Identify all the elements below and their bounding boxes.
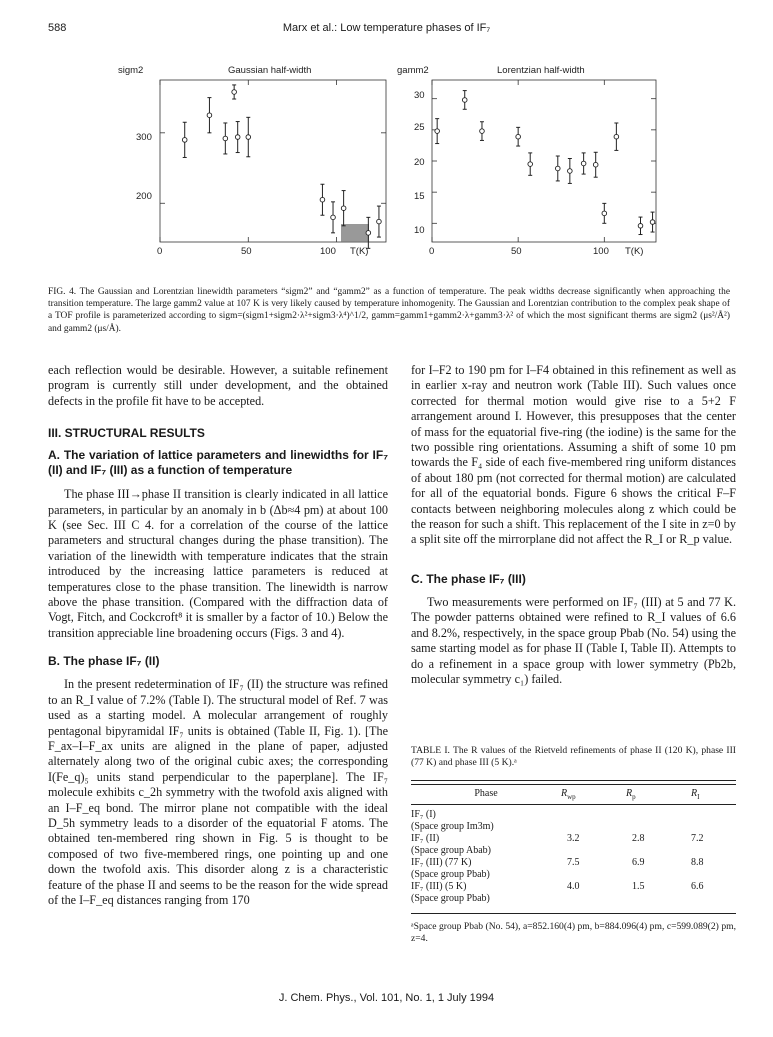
table-1-footnote: ᵃSpace group Pbab (No. 54), a=852.160(4) pm, b=884.096(4) pm, c=599.089(2) pm, z=4. bbox=[411, 920, 736, 945]
row-ri: 6.6 bbox=[691, 880, 704, 892]
data-point bbox=[435, 129, 440, 134]
data-point bbox=[614, 134, 619, 139]
data-point bbox=[223, 136, 228, 141]
data-point bbox=[232, 90, 237, 95]
row-phase: IF₇ (I) bbox=[411, 808, 436, 820]
row-rp: 6.9 bbox=[632, 856, 645, 868]
table-row bbox=[411, 857, 736, 881]
left-shaded-box bbox=[341, 224, 369, 242]
table-header-row bbox=[411, 788, 736, 805]
right-ytick-25: 25 bbox=[414, 122, 425, 133]
right-xtick-50: 50 bbox=[511, 246, 522, 257]
right-y-label: gamm2 bbox=[397, 65, 429, 76]
left-ytick-200: 200 bbox=[136, 191, 152, 202]
right-ytick-10: 10 bbox=[414, 225, 425, 236]
row-group: (Space group Pbab) bbox=[411, 868, 490, 880]
data-point bbox=[528, 162, 533, 167]
data-point bbox=[593, 162, 598, 167]
row-rp bbox=[626, 809, 691, 833]
right-frame bbox=[432, 80, 656, 242]
table-row bbox=[411, 809, 736, 833]
data-point bbox=[555, 166, 560, 171]
right-column bbox=[411, 363, 736, 687]
th-phase: Phase bbox=[474, 787, 498, 799]
table-top-rule bbox=[411, 780, 736, 785]
left-xtick-100: 100 bbox=[320, 246, 336, 257]
row-group: (Space group Im3m) bbox=[411, 820, 494, 832]
left-panel-title: Gaussian half-width bbox=[228, 65, 312, 76]
data-point bbox=[462, 98, 467, 103]
row-ri bbox=[691, 809, 736, 833]
data-point bbox=[377, 219, 382, 224]
table-row bbox=[411, 833, 736, 857]
right-xtick-100: 100 bbox=[593, 246, 609, 257]
th-rwp: $R_{wp}$ bbox=[561, 787, 576, 801]
right-axes bbox=[432, 80, 656, 242]
data-point bbox=[581, 161, 586, 166]
right-points bbox=[435, 91, 655, 235]
row-phase: IF₇ (II) bbox=[411, 832, 440, 844]
row-group: (Space group Abab) bbox=[411, 844, 491, 856]
data-point bbox=[331, 215, 336, 220]
data-point bbox=[235, 135, 240, 140]
row-phase: IF₇ (III) (5 K) bbox=[411, 880, 467, 892]
data-point bbox=[320, 197, 325, 202]
right-panel-title: Lorentzian half-width bbox=[497, 65, 585, 76]
page-number: 588 bbox=[48, 22, 67, 34]
data-point bbox=[650, 220, 655, 225]
left-ytick-300: 300 bbox=[136, 132, 152, 143]
table-row bbox=[411, 881, 736, 909]
right-xtick-0: 0 bbox=[429, 246, 435, 257]
data-point bbox=[207, 113, 212, 118]
row-rwp: 4.0 bbox=[567, 880, 580, 892]
table-1 bbox=[411, 745, 736, 946]
row-phase: IF₇ (III) (77 K) bbox=[411, 856, 472, 868]
left-x-label: T(K) bbox=[350, 246, 369, 257]
left-points bbox=[182, 85, 381, 248]
left-paragraph-1: each reflection would be desirable. However, a suitable refinement program is currently still under development, and the obtained defects in the profile fit have to be accepted. bbox=[48, 363, 388, 408]
th-ri: $R_I$ bbox=[691, 787, 700, 801]
row-ri: 8.8 bbox=[691, 856, 704, 868]
left-xtick-0: 0 bbox=[157, 246, 163, 257]
left-paragraph-2: The phase III→phase II transition is clearly indicated in all lattice parameters, in particular by an anomaly in b (Δb≈4 pm) at about 100 K (see Sec. III C 4. for a correlation of the course of the lattice parameters and structural changes during the phase transition). The variation of the linewidth with temperature indicates that the strain introduced by the increasing lattice parameters is reduced at temperatures close to the phase transition. The linewidth is narrow above the phase transition. (Compared with the diffraction data of Vogt, Fitch, and Cockcroft⁸ it is smaller by a factor of 10.) Below the transition appreciable line broadening occurs (Figs. 3 and 4). bbox=[48, 487, 388, 640]
row-rp: 2.8 bbox=[632, 832, 645, 844]
subsection-c-heading: C. The phase IF₇ (III) bbox=[411, 571, 526, 586]
data-point bbox=[182, 138, 187, 143]
right-ytick-20: 20 bbox=[414, 157, 425, 168]
table-1-grid bbox=[411, 788, 736, 909]
figure-4 bbox=[0, 58, 773, 264]
th-rp: $R_p$ bbox=[626, 787, 636, 801]
data-point bbox=[341, 206, 346, 211]
row-group: (Space group Pbab) bbox=[411, 892, 490, 904]
left-panel bbox=[118, 65, 386, 257]
data-point bbox=[568, 169, 573, 174]
data-point bbox=[246, 135, 251, 140]
subsection-b-heading: B. The phase IF₇ (II) bbox=[48, 654, 160, 669]
section-heading: III. STRUCTURAL RESULTS bbox=[48, 426, 205, 441]
left-frame bbox=[160, 80, 386, 242]
row-rwp: 7.5 bbox=[567, 856, 580, 868]
right-paragraph-2: Two measurements were performed on IF₇ (III) at 5 and 77 K. The powder patterns obtained were refined to R_I values of 6.6 and 8.2%, respectively, in the space group Pbab (No. 54) using the same starting model as for phase II (Table I, Table II). Attempts to do a refinement in a space group with lower symmetry (Pb2b, molecular symmetry c₁) failed. bbox=[411, 594, 736, 686]
figure-caption: FIG. 4. The Gaussian and Lorentzian linewidth parameters “sigm2” and “gamm2” as a function of temperature. The peak widths decrease significantly when approaching the transition temperature. The large gamm2 value at 107 K is very likely caused by temperature inhomogenity. The Gaussian and Lorentzian contribution to the complex peak shape of a TOF profile is parameterized according to sigm=(sigm1+sigm2·λ²+sigm3·λ⁴)^1/2, gamm=gamm1+gamm2·λ+gamm3·λ² of which the most significant therms are sigm2 (μs²/Å²) and gamm2 (μs/Å). bbox=[48, 287, 730, 334]
row-ri: 7.2 bbox=[691, 832, 704, 844]
left-axes bbox=[160, 80, 386, 242]
row-rwp bbox=[561, 809, 626, 833]
running-title: Marx et al.: Low temperature phases of IF₇ bbox=[282, 22, 491, 34]
row-rp: 1.5 bbox=[632, 880, 645, 892]
right-paragraph-1: for I–F2 to 190 pm for I–F4 obtained in this refinement as well as in earlier x-ray and neutron work (Table III). Such values once corrected for thermal motion would give rise to a 5+2 F arrangement around I. However, this presupposes that the center of mass for the equatorial five-ring (the iodine) is the same for the two possible ring orientations. Assuming a shift of some 10 pm towards the F₄ side of each five-membered ring uniform distances of about 180 pm (not corrected for thermal motion) are calculated for all of the equatorial bonds. Figure 6 shows the critical F–F contacts between neighboring molecules along z which could be the reason for such a shift. This replacement of the I site in z=0 by a split site off the mirrorplane did not affect the R_I or R_p value. bbox=[411, 363, 736, 547]
data-point bbox=[366, 231, 371, 236]
left-column bbox=[48, 363, 388, 908]
right-ytick-30: 30 bbox=[414, 90, 425, 101]
data-point bbox=[602, 211, 607, 216]
data-point bbox=[516, 134, 521, 139]
table-bottom-rule bbox=[411, 913, 736, 914]
right-x-label: T(K) bbox=[625, 246, 644, 257]
right-panel bbox=[397, 65, 656, 257]
row-rwp: 3.2 bbox=[567, 832, 580, 844]
data-point bbox=[480, 129, 485, 134]
table-1-caption: TABLE I. The R values of the Rietveld refinements of phase II (120 K), phase III (77 K) and phase III (5 K).ᵃ bbox=[411, 745, 736, 769]
right-ytick-15: 15 bbox=[414, 191, 425, 202]
subsection-a-heading: A. The variation of lattice parameters and linewidths for IF₇ (II) and IF₇ (III) as a function of temperature bbox=[48, 448, 388, 478]
data-point bbox=[638, 224, 643, 229]
left-y-label: sigm2 bbox=[118, 65, 144, 76]
journal-footer: J. Chem. Phys., Vol. 101, No. 1, 1 July 1994 bbox=[278, 992, 495, 1004]
left-paragraph-3: In the present redetermination of IF₇ (II) the structure was refined to an R_I value of 7.2% (Table I). The structural model of Ref. 7 was used as a starting model. A molecular arrangement of roughly pentagonal bipyramidal IF₇ units is obtained (Table II, Fig. 1). [The F_ax–I–F_ax units are aligned in the plane of paper, adjusted alternately along two of the original cubic axes; the corresponding I(Fe_q)₅ units stand perpendicular to the paperplane]. The IF₇ molecule exhibits c_2h symmetry with the twofold axis aligned with an I–F_eq bond. The mirror plane not compatible with the ideal D_5h symmetry leads to a disorder of the equatorial F atoms. The obtained ten-membered ring shown in Fig. 5 is thought to be composed of two five-membered rings, one pointing up and one down the twofold axis. This disorder along z is a characteristic feature of the phase II and seems to be the reason for the wide spread of the I–F_eq distances ranging from 170 bbox=[48, 677, 388, 907]
left-xtick-50: 50 bbox=[241, 246, 252, 257]
